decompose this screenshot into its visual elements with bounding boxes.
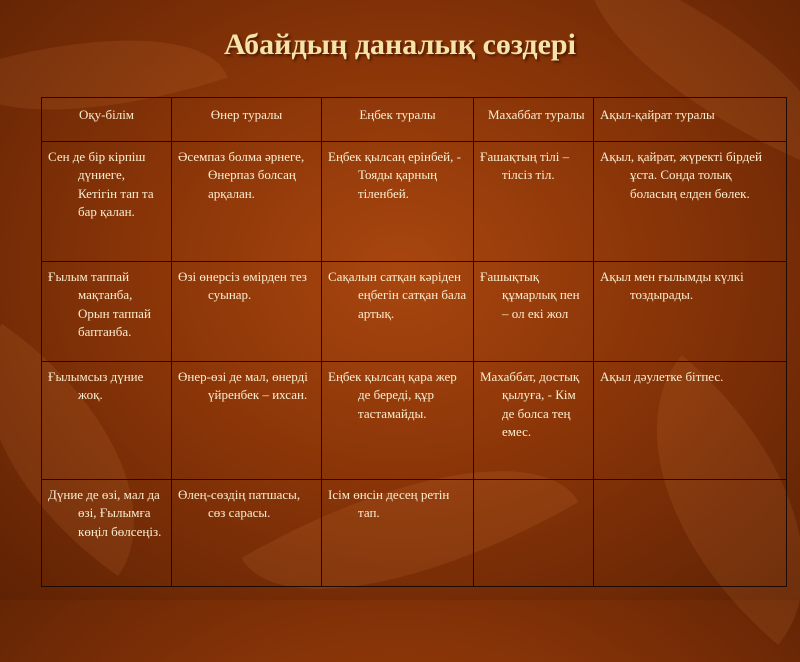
header-education: Оқу-білім — [42, 98, 172, 142]
header-love: Махаббат туралы — [474, 98, 594, 142]
table-cell — [594, 480, 787, 587]
slide-title: Абайдың даналық сөздері — [224, 28, 576, 61]
table-cell: Ғашықтық құмарлық пен – ол екі жол — [474, 262, 594, 362]
table-row — [42, 480, 787, 587]
table-cell: Махаббат, достық қылуға, - Кім де болса тең емес. — [474, 362, 594, 480]
table-cell: Еңбек қылсаң қара жер де береді, құр тастамайды. — [322, 362, 474, 480]
table-cell: Ғылымсыз дүние жоқ. — [42, 362, 172, 480]
table-cell: Сақалын сатқан кәріден еңбегін сатқан бала артық. — [322, 262, 474, 362]
table-cell: Өлең-сөздің патшасы, сөз сарасы. — [172, 480, 322, 587]
header-row — [42, 98, 787, 142]
table-cell: Ғылым таппай мақтанба, Орын таппай баптанба. — [42, 262, 172, 362]
header-art: Өнер туралы — [172, 98, 322, 142]
table-cell: Еңбек қылсаң ерінбей, - Тояды қарның тіленбей. — [322, 142, 474, 262]
table-cell: Ғашақтың тілі – тілсіз тіл. — [474, 142, 594, 262]
table-cell: Әсемпаз болма әрнеге, Өнерпаз болсаң арқалан. — [172, 142, 322, 262]
header-wisdom: Ақыл-қайрат туралы — [594, 98, 787, 142]
table-cell: Ісім өнсін десең ретін тап. — [322, 480, 474, 587]
table-row — [42, 362, 787, 480]
table-cell: Өнер-өзі де мал, өнерді үйренбек – ихсан. — [172, 362, 322, 480]
header-labor: Еңбек туралы — [322, 98, 474, 142]
table-cell: Өзі өнерсіз өмірден тез суынар. — [172, 262, 322, 362]
table-cell: Ақыл дәулетке бітпес. — [594, 362, 787, 480]
table-cell — [474, 480, 594, 587]
table-row — [42, 142, 787, 262]
quotes-table — [41, 97, 787, 587]
table-cell: Ақыл мен ғылымды күлкі тоздырады. — [594, 262, 787, 362]
table-cell: Ақыл, қайрат, жүректі бірдей ұста. Сонда толық боласың елден бөлек. — [594, 142, 787, 262]
table-row — [42, 262, 787, 362]
table-cell: Дүние де өзі, мал да өзі, Ғылымға көңіл бөлсеңіз. — [42, 480, 172, 587]
table-cell: Сен де бір кірпіш дүниеге, Кетігін тап та бар қалан. — [42, 142, 172, 262]
